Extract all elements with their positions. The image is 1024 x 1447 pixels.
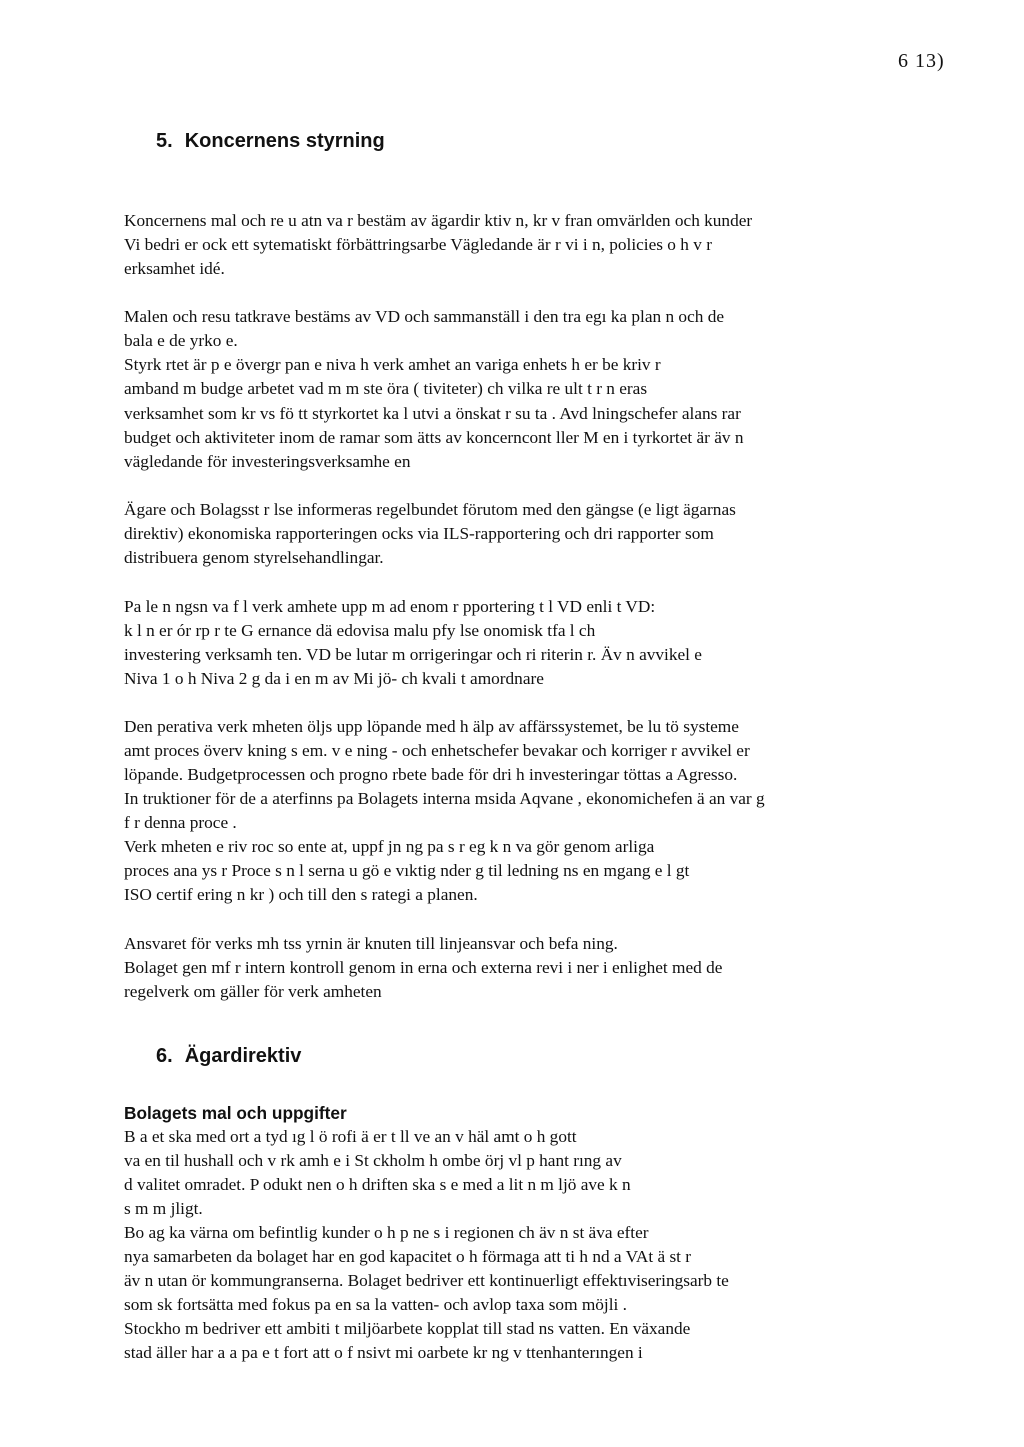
section-5-line: proces ana ys r Proce s n l serna u gö e vıktig nder g til ledning ns en mgang e l gt — [124, 861, 690, 880]
section-5-line: Ägare och Bolagsst r lse informeras regelbundet förutom med den gängse (e ligt ägarnas — [124, 500, 736, 519]
section-5-line: In truktioner för de a aterfinns pa Bolagets interna msida Aqvane , ekonomichefen ä an var g — [124, 789, 765, 808]
section-6-line: B a et ska med ort a tyd ıg l ö rofi ä er t ll ve an v häl amt o h gott — [124, 1127, 577, 1146]
section-6-subheading: Bolagets mal och uppgifter — [124, 1103, 347, 1123]
section-5-line: distribuera genom styrelsehandlingar. — [124, 548, 384, 567]
section-6-line: s m m jligt. — [124, 1199, 203, 1218]
section-5-line: Verk mheten e riv roc so ente at, uppf jn ng pa s r eg k n va gör genom arliga — [124, 837, 655, 856]
section-5-line: Bolaget gen mf r intern kontroll genom in erna och externa revi i ner i enlighet med de — [124, 958, 723, 977]
section-5-line: k l n er ór rp r te G ernance dä edovisa malu pfy lse onomisk tfa l ch — [124, 621, 596, 640]
section-5-line: Den perativa verk mheten öljs upp löpande med h älp av affärssystemet, be lu tö systeme — [124, 717, 739, 736]
section-6-line: Stockho m bedriver ett ambiti t miljöarbete kopplat till stad ns vatten. En växande — [124, 1319, 691, 1338]
page-number: 6 13) — [898, 50, 945, 72]
section-6-line: nya samarbeten da bolaget har en god kapacitet o h förmaga att ti h nd a VAt ä st r — [124, 1247, 692, 1266]
section-5-line: amband m budge arbetet vad m m ste öra ( tiviteter) ch vilka re ult t r n eras — [124, 379, 648, 398]
section-5-line: Styrk rtet är p e övergr pan e niva h verk amhet an variga enhets h er be kriv r — [124, 355, 661, 374]
section-5-line: Niva 1 o h Niva 2 g da i en m av Mi jö- ch kvali t amordnare — [124, 669, 544, 688]
section-6-title: Ägardirektiv — [184, 1045, 302, 1067]
section-5-heading — [156, 130, 385, 153]
section-5-line: regelverk om gäller för verk amheten — [124, 982, 382, 1001]
section-5-line: löpande. Budgetprocessen och progno rbete bade för dri h investeringar töttas a Agresso. — [124, 765, 738, 784]
section-6-line: stad äller har a a pa e t fort att o f nsivt mi oarbete kr ng v ttenhanterıngen i — [124, 1343, 643, 1362]
section-6-heading — [156, 1045, 301, 1068]
section-6-line: som sk fortsätta med fokus pa en sa la vatten- och avlop taxa som möjli . — [124, 1295, 627, 1314]
section-5-line: Pa le n ngsn va f l verk amhete upp m ad enom r pportering t l VD enli t VD: — [124, 597, 656, 616]
section-5-line: direktiv) ekonomiska rapporteringen ocks via ILS-rapportering och dri rapporter som — [124, 524, 714, 543]
section-5-line: Koncernens mal och re u atn va r bestäm av ägardir ktiv n, kr v fran omvärlden och kunder — [124, 211, 753, 230]
section-5-line: amt proces överv kning s em. v e ning - och enhetschefer bevakar och korriger r avvikel er — [124, 741, 750, 760]
section-5-line: vägledande för investeringsverksamhe en — [124, 452, 411, 471]
section-5-line: Vi bedri er ock ett sytematiskt förbättringsarbe Vägledande är r vi i n, policies o h v r — [124, 235, 712, 254]
section-5-line: bala e de yrko e. — [124, 331, 238, 350]
section-5-line: verksamhet som kr vs fö tt styrkortet ka l utvi a önskat r su ta . Avd lningschefer alans rar — [124, 404, 741, 423]
section-5-line: erksamhet idé. — [124, 259, 225, 278]
section-5-title: Koncernens styrning — [184, 130, 385, 152]
section-5-line: investering verksamh ten. VD be lutar m orrigeringar och ri riterin r. Äv n avvikel e — [124, 645, 702, 664]
section-5-line: budget och aktiviteter inom de ramar som ätts av koncerncont ller M en i tyrkortet är äv n — [124, 428, 744, 447]
section-6-line: va en til hushall och v rk amh e i St ckholm h ombe örj vl p hant rıng av — [124, 1151, 622, 1170]
section-6-line: äv n utan ör kommungranserna. Bolaget bedriver ett kontinuerligt effektıviseringsarb te — [124, 1271, 729, 1290]
section-5-line: Ansvaret för verks mh tss yrnin är knuten till linjeansvar och befa ning. — [124, 934, 618, 953]
section-6-line: Bo ag ka värna om befintlig kunder o h p ne s i regionen ch äv n st äva efter — [124, 1223, 649, 1242]
section-6-line: d valitet omradet. P odukt nen o h driften ska s e med a lit n m ljö ave k n — [124, 1175, 631, 1194]
section-5-line: f r denna proce . — [124, 813, 237, 832]
section-5-number: 5. — [156, 130, 173, 152]
section-5-line: Malen och resu tatkrave bestäms av VD och sammanställ i den tra egı ka plan n och de — [124, 307, 725, 326]
section-5-line: ISO certif ering n kr ) och till den s rategi a planen. — [124, 885, 478, 904]
section-6-number: 6. — [156, 1045, 173, 1067]
